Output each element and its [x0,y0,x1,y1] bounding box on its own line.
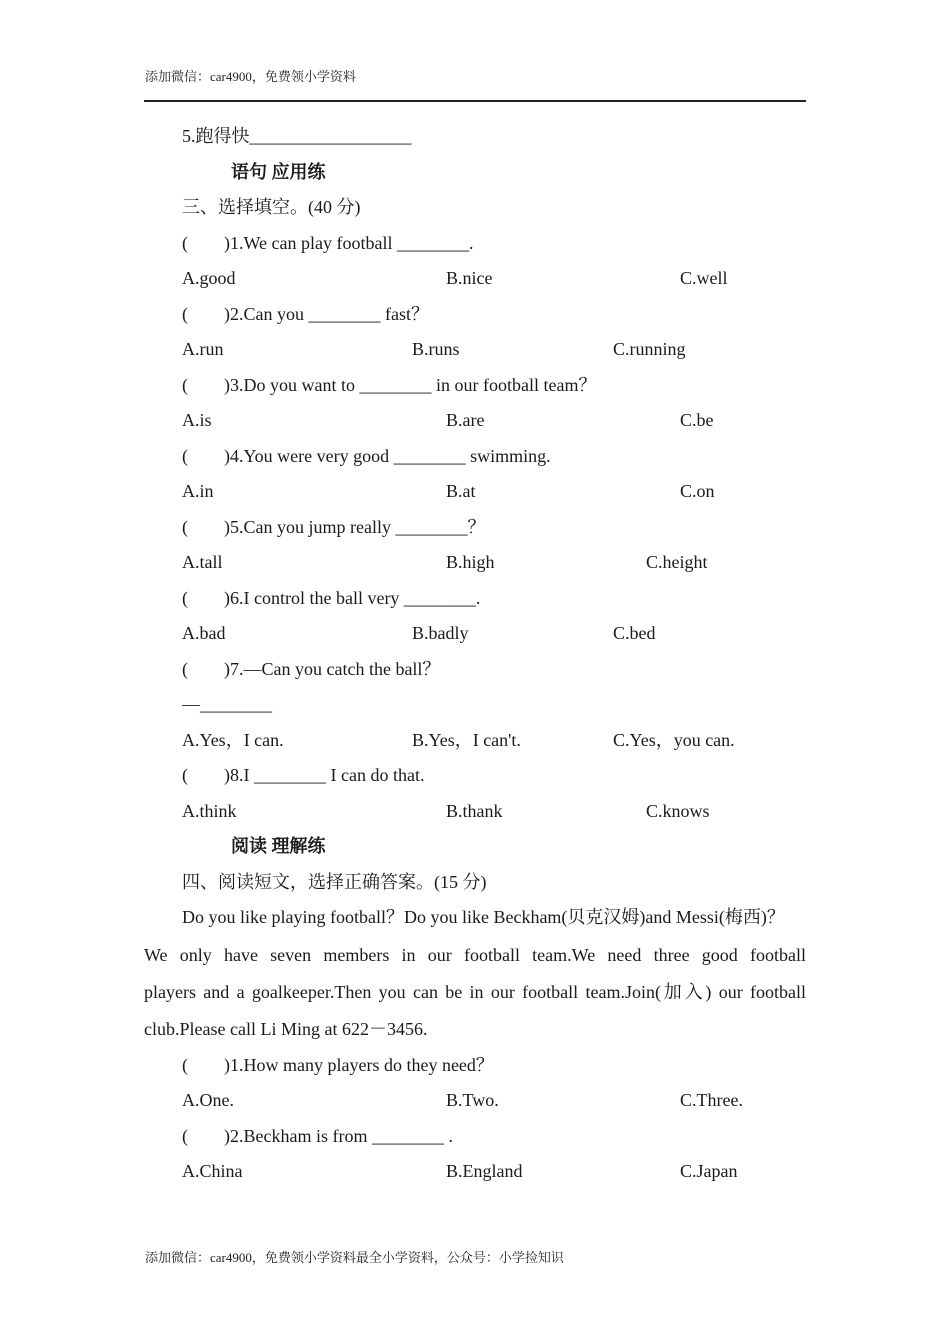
option-b: B.England [446,1161,523,1181]
option-a: A.tall [182,552,223,572]
option-c: C.Yes，you can. [613,730,735,750]
section-4-title: 四、阅读短文，选择正确答案。(15 分) [182,872,487,892]
option-b: B.are [446,410,485,430]
passage-line: Do you like playing football？Do you like Beckham(贝克汉姆)and Messi(梅西)？ [182,907,785,927]
option-c: C.height [646,552,708,572]
option-b: B.thank [446,801,503,821]
option-a: A.bad [182,623,226,643]
option-b: B.Yes，I can't. [412,730,521,750]
question-stem: ( )1.We can play football ________. [182,233,474,253]
option-a: A.in [182,481,214,501]
item-5-running-fast: 5.跑得快__________________ [182,126,412,146]
option-c: C.be [680,410,714,430]
option-c: C.well [680,268,728,288]
header-divider [144,100,806,102]
option-c: C.bed [613,623,656,643]
option-c: C.running [613,339,686,359]
option-b: B.badly [412,623,469,643]
option-b: B.nice [446,268,493,288]
section-sentence-practice: 语句 应用练 [231,162,326,182]
reading-question-stem: ( )2.Beckham is from ________ . [182,1126,453,1146]
section-3-title: 三、选择填空。(40 分) [182,197,361,217]
question-stem: ( )3.Do you want to ________ in our football team？ [182,375,597,395]
option-b: B.at [446,481,476,501]
question-stem: ( )7.—Can you catch the ball？ [182,659,441,679]
passage-line: We only have seven members in our football team.We need three good football [144,945,806,965]
reading-question-stem: ( )1.How many players do they need？ [182,1055,494,1075]
option-a: A.good [182,268,236,288]
option-c: C.knows [646,801,710,821]
option-c: C.Three. [680,1090,743,1110]
option-a: A.think [182,801,237,821]
answer-line: —________ [182,694,272,714]
option-a: A.One. [182,1090,234,1110]
option-c: C.on [680,481,715,501]
option-a: A.run [182,339,224,359]
question-stem: ( )4.You were very good ________ swimming. [182,446,551,466]
question-stem: ( )2.Can you ________ fast？ [182,304,429,324]
question-stem: ( )5.Can you jump really ________？ [182,517,486,537]
option-b: B.high [446,552,495,572]
option-b: B.Two. [446,1090,499,1110]
question-stem: ( )8.I ________ I can do that. [182,765,425,785]
option-b: B.runs [412,339,460,359]
page-header: 添加微信：car4900，免费领小学资料 [145,69,356,84]
passage-line: club.Please call Li Ming at 622－3456. [144,1019,428,1039]
section-reading-practice: 阅读 理解练 [231,836,326,856]
option-a: A.is [182,410,212,430]
option-a: A.Yes，I can. [182,730,284,750]
option-a: A.China [182,1161,243,1181]
passage-line: players and a goalkeeper.Then you can be in our football team.Join(加入) our football [144,982,806,1002]
page-footer: 添加微信：car4900，免费领小学资料最全小学资料，公众号：小学捡知识 [145,1250,564,1265]
question-stem: ( )6.I control the ball very ________. [182,588,481,608]
option-c: C.Japan [680,1161,738,1181]
